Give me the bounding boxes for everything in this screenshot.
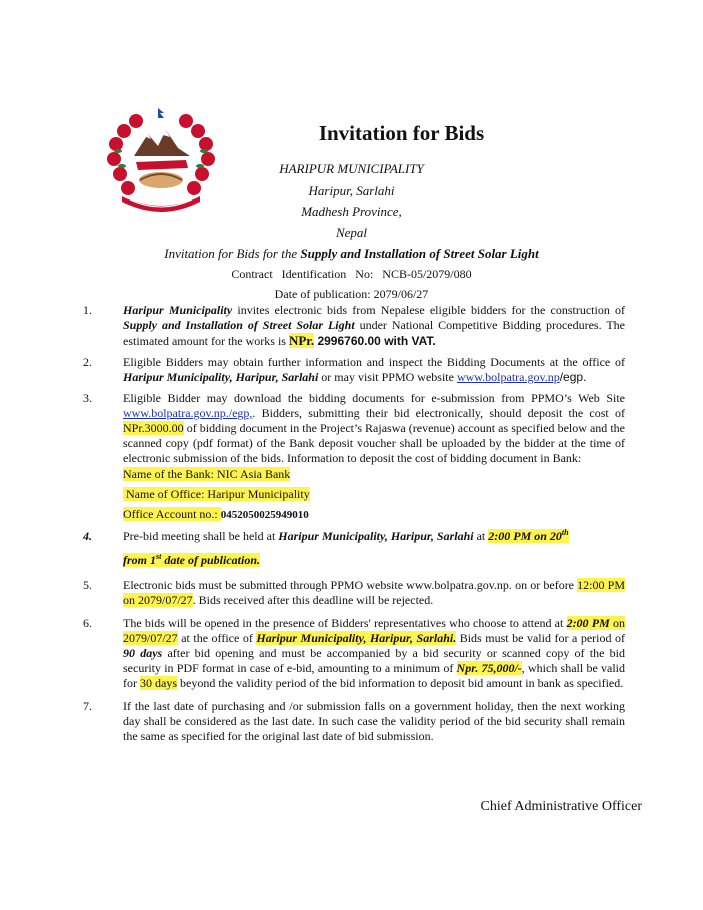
item-text: under National Competitive Bidding procedures. The estimated amount for the works is <box>123 318 625 348</box>
list-item <box>83 391 625 523</box>
meeting-from: from 1st date of publication. <box>123 552 261 567</box>
meeting-from-line <box>123 553 625 568</box>
item-text: . Bidders, submitting their bid electronically, should deposit the cost of <box>252 406 625 420</box>
list-item <box>83 699 625 744</box>
ifb-heading <box>0 246 703 262</box>
org-address-1: Haripur, Sarlahi <box>308 183 395 198</box>
item-text: Bids must be valid for a period of <box>456 631 626 645</box>
item-number: 7. <box>83 699 92 713</box>
list-item <box>83 303 625 349</box>
amount-prefix: NPr. <box>288 333 315 348</box>
ifb-prefix: Invitation for Bids for the <box>164 246 301 261</box>
ppmo-link[interactable]: www.bolpatra.gov.np <box>456 370 560 384</box>
meeting-time: 2:00 PM on 20th <box>488 528 569 543</box>
municipality-name: Haripur Municipality <box>123 303 233 317</box>
item-number: 5. <box>83 578 92 592</box>
list-item <box>83 355 625 385</box>
security-validity-days: 30 days <box>140 676 177 690</box>
opening-time: 2:00 PM <box>566 616 610 630</box>
opening-date: on 2079/07/27 <box>123 616 626 645</box>
office-name: Haripur Municipality, Haripur, Sarlahi <box>123 370 319 384</box>
item-text: of bidding document in the Project’s Rajaswa (revenue) account as specified below and the scanned copy (pdf format) of the Bank deposit voucher shall be uploaded by the bidder at the time of electronic submission of the bids. Information to deposit the cost of bidding document in Bank: <box>123 421 625 465</box>
publication-date: Date of publication: 2079/06/27 <box>274 287 429 301</box>
item-text: after bid opening and must be accompanied by a bid security or scanned copy of the bid security in PDF format in case of e-bid, amounting to a minimum of <box>123 646 625 675</box>
item-text: Eligible Bidders may obtain further information and inspect the Bidding Documents at the office of <box>123 355 625 369</box>
contract-id: Contract Identification No: NCB-05/2079/080 <box>231 267 472 281</box>
item-text: at <box>473 529 489 543</box>
item-text: invites electronic bids from Nepalese eligible bidders for the construction of <box>232 303 625 317</box>
bid-items-list <box>83 303 625 750</box>
account-number: 0452050025949010 <box>220 509 309 521</box>
list-item <box>83 578 625 608</box>
document-cost: NPr.3000.00 <box>123 421 184 435</box>
item-number: 2. <box>83 355 92 369</box>
item-number: 4. <box>83 529 92 543</box>
ppmo-link[interactable]: www.bolpatra.gov.np./egp, <box>123 406 253 420</box>
item-text: . Bids received after this deadline will be rejected. <box>192 593 434 607</box>
org-name: HARIPUR MUNICIPALITY <box>279 161 424 176</box>
account-line <box>123 507 625 523</box>
item-text: , which shall be valid for <box>123 661 625 690</box>
item-number: 1. <box>83 303 92 317</box>
ifb-subject: Supply and Installation of Street Solar Light <box>300 246 539 261</box>
item-number: 6. <box>83 616 92 630</box>
item-text: If the last date of purchasing and /or submission falls on a government holiday, then the next working day shall be considered as the last date. In such case the validity period of the bid security shall remain the same as specified for the original last date of bid submission. <box>123 699 625 743</box>
works-name: Supply and Installation of Street Solar Light <box>123 318 355 332</box>
item-text: beyond the validity period of the bid information to deposit bid amount in bank as specified. <box>177 676 624 690</box>
estimated-amount: 2996760.00 with VAT. <box>314 334 436 348</box>
office-name: Name of Office: Haripur Municipality <box>123 487 310 501</box>
item-text: Electronic bids must be submitted through PPMO website www.bolpatra.gov.np. on or before <box>123 578 578 592</box>
opening-office: Haripur Municipality, Haripur, Sarlahi. <box>256 631 457 645</box>
validity-days: 90 days <box>123 646 163 660</box>
item-number: 3. <box>83 391 92 405</box>
org-country: Nepal <box>335 225 368 240</box>
signature-title: Chief Administrative Officer <box>480 799 642 814</box>
item-text: Pre-bid meeting shall be held at <box>123 529 279 543</box>
item-text: /egp. <box>559 370 587 384</box>
bid-security-amount: Npr. 75,000/- <box>456 661 522 675</box>
item-text: The bids will be opened in the presence of Bidders' representatives who choose to attend at <box>123 616 567 630</box>
list-item <box>83 616 625 691</box>
bank-name-line <box>123 467 625 482</box>
item-text: Eligible Bidder may download the bidding documents for e-submission from PPMO’s Web Site <box>123 391 625 405</box>
item-text: or may visit PPMO website <box>318 370 457 384</box>
org-address-2: Madhesh Province, <box>301 204 402 219</box>
bank-name: Name of the Bank: NIC Asia Bank <box>123 467 291 481</box>
account-label: Office Account no.: <box>123 507 221 521</box>
page-title: Invitation for Bids <box>318 121 485 145</box>
office-name-line <box>123 487 625 502</box>
submission-deadline: 12:00 PM on 2079/07/27 <box>123 578 625 607</box>
list-item <box>83 529 625 568</box>
item-text: at the office of <box>177 631 257 645</box>
meeting-place: Haripur Municipality, Haripur, Sarlahi <box>278 529 474 543</box>
